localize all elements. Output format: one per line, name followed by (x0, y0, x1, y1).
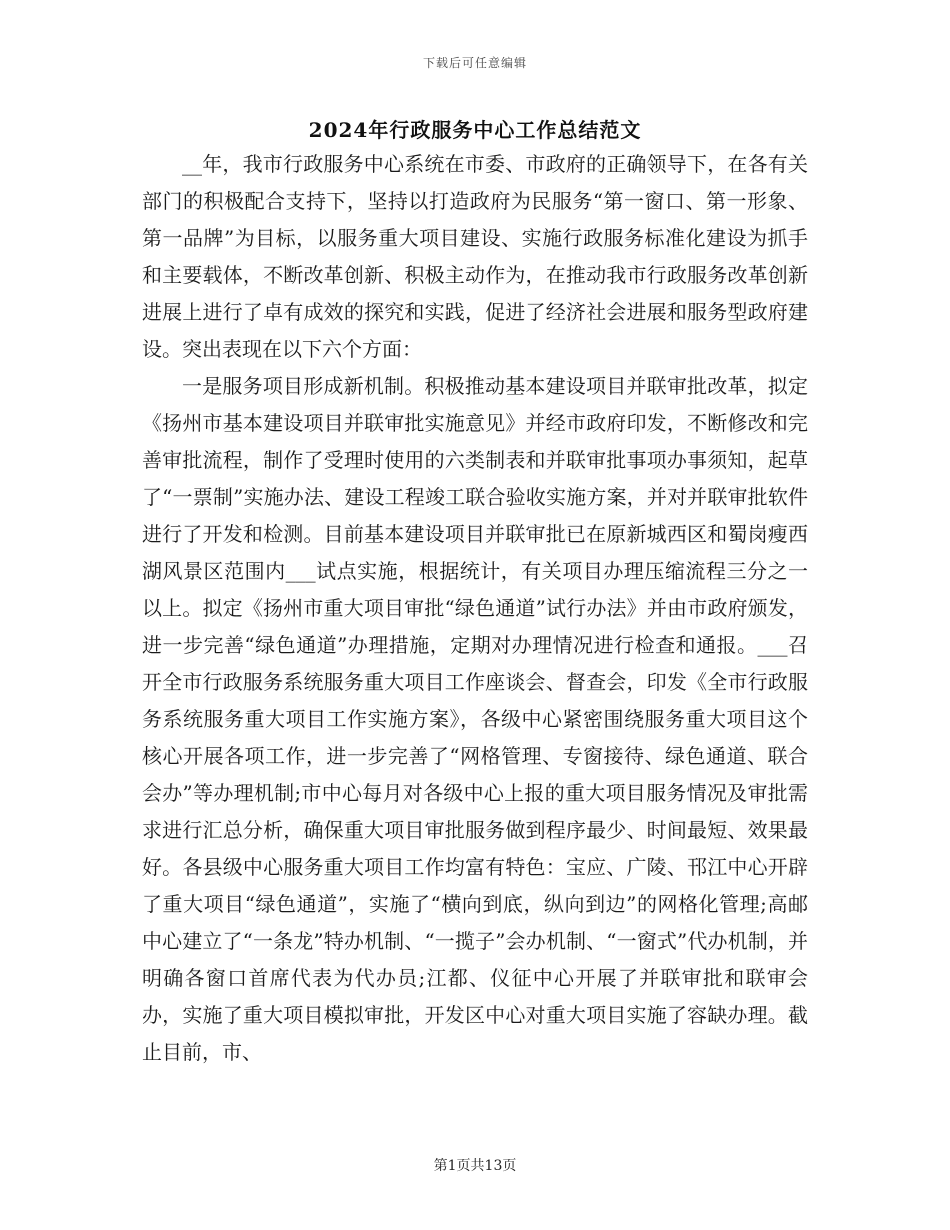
document-title: 2024年行政服务中心工作总结范文 (308, 118, 642, 142)
paragraph-intro: __年，我市行政服务中心系统在市委、市政府的正确领导下，在各有关部门的积极配合支持下，坚持以打造政府为民服务“第一窗口、第一形象、第一品牌”为目标，以服务重大项目建设、实施行政服务标准化建设为抓手和主要载体，不断改革创新、积极主动作为，在推动我市行政服务改革创新进展上进行了卓有成效的探究和实践，促进了经济社会进展和服务型政府建设。突出表现在以下六个方面： (142, 152, 808, 361)
document-body (142, 146, 808, 1071)
header-note: 下载后可任意编辑 (422, 56, 527, 70)
paragraph-first-aspect: 一是服务项目形成新机制。积极推动基本建设项目并联审批改革，拟定《扬州市基本建设项目并联审批实施意见》并经市政府印发，不断修改和完善审批流程，制作了受理时使用的六类制表和并联审批事项办事须知，起草了“一票制”实施办法、建设工程竣工联合验收实施方案，并对并联审批软件进行了开发和检测。目前基本建设项目并联审批已在原新城西区和蜀岗瘦西湖风景区范围内___试点实施，根据统计，有关项目办理压缩流程三分之一以上。拟定《扬州市重大项目审批“绿色通道”试行办法》并由市政府颁发，进一步完善“绿色通道”办理措施，定期对办理情况进行检查和通报。___召开全市行政服务系统服务重大项目工作座谈会、督查会，印发《全市行政服务系统服务重大项目工作实施方案》，各级中心紧密围绕服务重大项目这个核心开展各项工作，进一步完善了“网格管理、专窗接待、绿色通道、联合会办”等办理机制;市中心每月对各级中心上报的重大项目服务情况及审批需求进行汇总分析，确保重大项目审批服务做到程序最少、时间最短、效果最好。各县级中心服务重大项目工作均富有特色：宝应、广陵、邗江中心开辟了重大项目“绿色通道”，实施了“横向到底，纵向到边”的网格化管理;高邮中心建立了“一条龙”特办机制、“一揽子”会办机制、“一窗式”代办机制，并明确各窗口首席代表为代办员;江都、仪征中心开展了并联审批和联审会办，实施了重大项目模拟审批，开发区中心对重大项目实施了容缺办理。截止目前，市、 (142, 374, 808, 1064)
page-footer: 第1页共13页 (433, 1158, 517, 1174)
